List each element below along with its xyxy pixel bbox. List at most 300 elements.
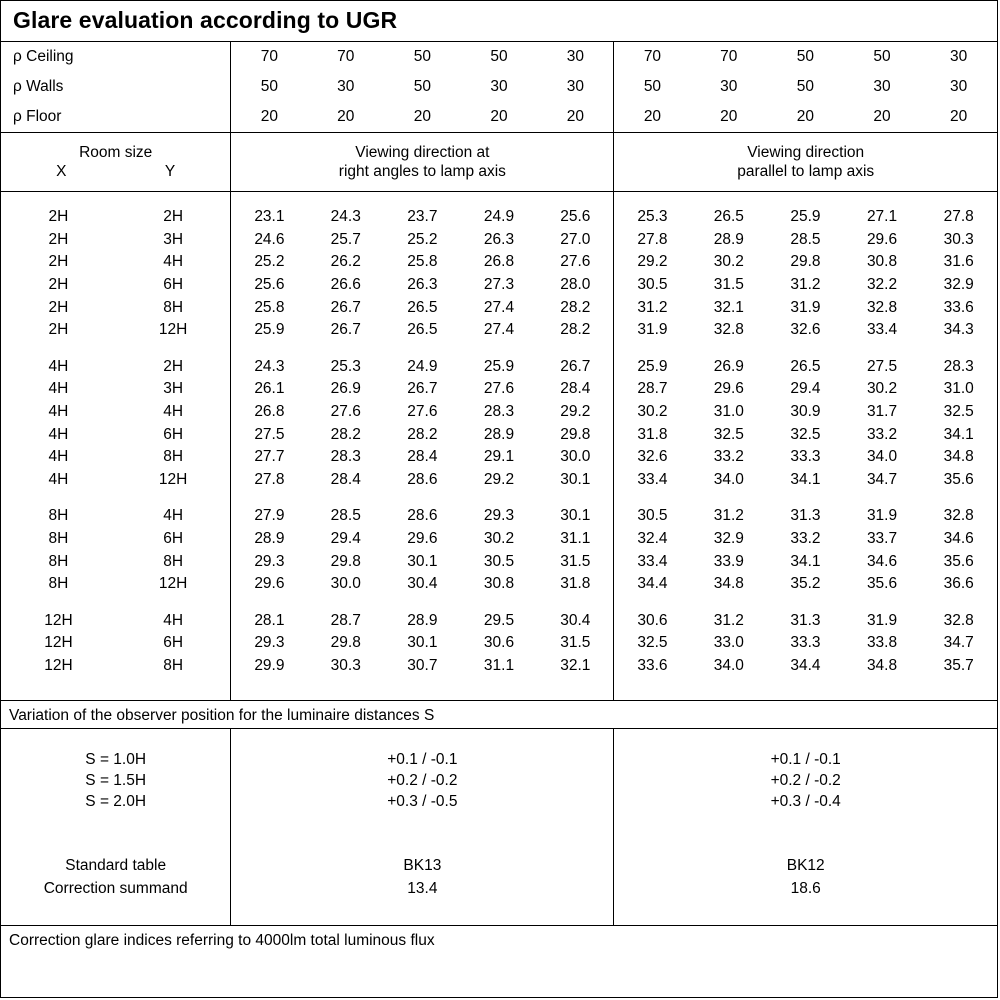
- ugr-value: 31.2: [790, 276, 821, 294]
- ugr-value: 28.9: [407, 611, 438, 629]
- ugr-value: 30.3: [330, 656, 361, 674]
- ugr-value: 30.1: [407, 634, 438, 652]
- room-x: 2H: [48, 276, 69, 294]
- ugr-value: 27.1: [866, 208, 898, 226]
- correction-summand-right: 18.6: [790, 880, 821, 898]
- ugr-value: 26.3: [407, 276, 438, 294]
- ugr-value: 27.9: [254, 507, 285, 525]
- ugr-value: 25.7: [330, 230, 361, 248]
- rho-ceiling-value: 70: [260, 48, 279, 65]
- table-row: [1, 423, 997, 446]
- room-y: 6H: [116, 274, 231, 297]
- rho-floor-value: 20: [720, 108, 738, 125]
- room-x: 8H: [48, 530, 69, 548]
- ugr-value: 28.2: [537, 319, 614, 342]
- ugr-value: 30.6: [637, 611, 668, 629]
- ugr-value: 29.6: [254, 575, 285, 593]
- ugr-value: 31.3: [790, 507, 821, 525]
- ugr-value: 29.8: [537, 423, 614, 446]
- ugr-value: 34.7: [943, 634, 974, 652]
- ugr-value: 31.2: [713, 611, 744, 629]
- ugr-value: 29.2: [483, 470, 515, 488]
- room-x: 2H: [48, 230, 69, 248]
- spacer-row: [1, 677, 997, 700]
- rho-walls-value: 30: [337, 78, 355, 95]
- ugr-value: 31.2: [713, 507, 744, 525]
- ugr-value: 25.6: [537, 206, 614, 229]
- room-x: 4H: [48, 448, 69, 466]
- spacer-row: [1, 901, 997, 913]
- ugr-value: 34.1: [790, 552, 821, 570]
- ugr-value: 25.9: [483, 357, 515, 375]
- room-x: 8H: [48, 507, 69, 525]
- table-row: [1, 655, 997, 678]
- ugr-value: 26.7: [537, 356, 614, 379]
- ugr-value: 31.5: [713, 276, 744, 294]
- room-y: 8H: [116, 296, 231, 319]
- ugr-value: 28.9: [713, 230, 744, 248]
- spacer-row: [1, 596, 997, 610]
- rho-floor-value: 20: [950, 108, 968, 125]
- ugr-value: 32.4: [637, 530, 668, 548]
- ugr-value: 24.6: [254, 230, 285, 248]
- rho-ceiling-value: 30: [950, 48, 968, 65]
- viewing-direction-perpendicular-header: [231, 133, 614, 192]
- ugr-value: 33.2: [790, 530, 821, 548]
- ugr-value: 34.0: [713, 470, 744, 488]
- room-y: 8H: [116, 550, 231, 573]
- ugr-value: 28.3: [483, 403, 515, 421]
- ugr-value: 35.6: [943, 470, 974, 488]
- ugr-value: 33.2: [713, 448, 744, 466]
- ugr-value: 28.4: [407, 448, 438, 466]
- ugr-value: 30.8: [866, 253, 898, 271]
- ugr-value: 25.3: [637, 208, 668, 226]
- ugr-value: 33.6: [943, 298, 974, 316]
- room-x: 4H: [48, 380, 69, 398]
- spacer-row: [1, 342, 997, 356]
- ugr-value: 31.8: [537, 573, 614, 596]
- ugr-value: 26.8: [483, 253, 515, 271]
- ugr-value: 30.5: [637, 276, 668, 294]
- correction-summand-label: Correction summand: [1, 878, 231, 901]
- ugr-value: 31.1: [483, 656, 515, 674]
- ugr-value: 26.7: [330, 321, 361, 339]
- ugr-value: 32.5: [943, 403, 974, 421]
- table-row: [1, 610, 997, 633]
- ugr-value: 27.3: [483, 276, 515, 294]
- rho-floor-value: 20: [413, 108, 431, 125]
- ugr-value: 32.8: [713, 321, 744, 339]
- variation-right-value: +0.3 / -0.4: [770, 793, 841, 811]
- spacer-row: [1, 491, 997, 505]
- room-y: 6H: [116, 528, 231, 551]
- ugr-value: 27.4: [483, 321, 515, 339]
- ugr-value: 32.6: [790, 321, 821, 339]
- ugr-value: 31.1: [537, 528, 614, 551]
- ugr-value: 32.5: [790, 425, 821, 443]
- variation-right-value: +0.1 / -0.1: [770, 751, 841, 769]
- room-y: 4H: [116, 505, 231, 528]
- room-x: 4H: [48, 357, 69, 375]
- footer-note: Correction glare indices referring to 4000lm total luminous flux: [1, 925, 997, 955]
- ugr-value: 28.9: [483, 425, 515, 443]
- viewing-direction-parallel-header: [614, 133, 997, 192]
- ugr-value: 31.9: [866, 611, 898, 629]
- table-row: [1, 855, 997, 878]
- ugr-value: 31.0: [713, 403, 744, 421]
- ugr-value: 28.6: [407, 507, 438, 525]
- y-axis-label: Y: [164, 163, 176, 180]
- rho-ceiling-value: 30: [537, 42, 614, 72]
- ugr-value: 33.3: [790, 634, 821, 652]
- ugr-value: 25.9: [637, 357, 668, 375]
- rho-floor-value: 20: [873, 108, 891, 125]
- room-x: 8H: [48, 575, 69, 593]
- ugr-value: 32.9: [943, 276, 974, 294]
- ugr-value: 24.9: [483, 208, 515, 226]
- rho-walls-value: 30: [950, 78, 968, 95]
- ugr-value: 31.9: [790, 298, 821, 316]
- ugr-value: 29.6: [866, 230, 898, 248]
- rho-walls-value: 50: [260, 78, 279, 95]
- group-right-line1: Viewing direction: [747, 143, 865, 161]
- ugr-value: 30.8: [483, 575, 515, 593]
- spacing-label: S = 2.0H: [1, 792, 231, 813]
- ugr-value: 25.2: [254, 253, 285, 271]
- table-row: [1, 251, 997, 274]
- spacing-label: S = 1.0H: [1, 750, 231, 771]
- rho-ceiling-value: 50: [490, 48, 508, 65]
- ugr-value: 24.3: [254, 357, 285, 375]
- spacer-row: [1, 729, 997, 750]
- rho-ceiling-value: 50: [873, 48, 891, 65]
- variation-table: [1, 729, 997, 855]
- room-y: 3H: [116, 378, 231, 401]
- room-x: 12H: [44, 634, 73, 652]
- table-row: [1, 356, 997, 379]
- table-row: [1, 573, 997, 596]
- ugr-value: 23.7: [407, 208, 438, 226]
- room-x: 2H: [48, 321, 69, 339]
- room-size-label: Room size: [79, 143, 153, 161]
- rho-walls-label: ρ Walls: [1, 72, 231, 102]
- ugr-value: 27.5: [866, 357, 898, 375]
- ugr-value: 30.2: [483, 530, 515, 548]
- rho-floor-value: 20: [490, 108, 508, 125]
- rho-walls-value: 50: [796, 78, 815, 95]
- rho-walls-value: 30: [537, 72, 614, 102]
- ugr-value: 32.8: [943, 611, 974, 629]
- ugr-value: 26.5: [407, 298, 438, 316]
- ugr-value: 25.6: [254, 276, 285, 294]
- rho-ceiling-label: ρ Ceiling: [1, 42, 231, 72]
- variation-left-value: +0.1 / -0.1: [231, 750, 614, 771]
- ugr-value: 24.3: [330, 208, 361, 226]
- room-size-header: [1, 133, 231, 192]
- ugr-value: 35.2: [790, 575, 821, 593]
- room-y: 8H: [116, 655, 231, 678]
- rho-walls-value: 30: [873, 78, 891, 95]
- room-x: 4H: [48, 425, 69, 443]
- ugr-value: 32.8: [866, 298, 898, 316]
- ugr-value: 31.0: [943, 380, 974, 398]
- rho-floor-value: 20: [260, 108, 279, 125]
- column-header-block: [1, 132, 997, 192]
- room-y: 6H: [116, 423, 231, 446]
- room-y: 12H: [116, 319, 231, 342]
- reflectance-table: [1, 42, 997, 132]
- room-x: 2H: [48, 208, 69, 226]
- ugr-value: 27.6: [330, 403, 361, 421]
- ugr-value: 26.5: [713, 208, 744, 226]
- room-y: 8H: [116, 446, 231, 469]
- room-y: 2H: [116, 206, 231, 229]
- standard-table-label: Standard table: [1, 855, 231, 878]
- ugr-value: 29.1: [483, 448, 515, 466]
- ugr-value: 26.7: [330, 298, 361, 316]
- room-x: 4H: [48, 470, 69, 488]
- ugr-value: 34.0: [713, 656, 744, 674]
- ugr-value: 26.9: [713, 357, 744, 375]
- ugr-value: 28.5: [330, 507, 361, 525]
- ugr-value: 29.8: [790, 253, 821, 271]
- variation-right-value: +0.2 / -0.2: [770, 772, 841, 790]
- ugr-value: 32.1: [713, 298, 744, 316]
- ugr-value: 28.2: [407, 425, 438, 443]
- room-x: 2H: [48, 298, 69, 316]
- x-axis-label: X: [56, 163, 67, 180]
- ugr-value: 36.6: [943, 575, 974, 593]
- correction-summand-left: 13.4: [231, 878, 614, 901]
- ugr-value: 26.5: [790, 357, 821, 375]
- ugr-value: 28.7: [637, 380, 668, 398]
- ugr-value: 33.2: [866, 425, 898, 443]
- ugr-value: 30.1: [537, 505, 614, 528]
- ugr-value: 31.9: [637, 321, 668, 339]
- ugr-data-table: [1, 192, 997, 700]
- ugr-value: 31.5: [537, 550, 614, 573]
- table-row: [1, 505, 997, 528]
- ugr-value: 35.6: [943, 552, 974, 570]
- ugr-value: 33.8: [866, 634, 898, 652]
- ugr-value: 32.6: [637, 448, 668, 466]
- ugr-value: 30.1: [407, 552, 438, 570]
- ugr-value: 29.6: [713, 380, 744, 398]
- rho-floor-label: ρ Floor: [1, 102, 231, 132]
- rho-walls-value: 50: [643, 78, 662, 95]
- table-row: [1, 550, 997, 573]
- rho-walls-value: 30: [490, 78, 508, 95]
- table-row: [1, 229, 997, 252]
- ugr-value: 34.4: [637, 575, 668, 593]
- room-y: 3H: [116, 229, 231, 252]
- ugr-value: 23.1: [254, 208, 285, 226]
- ugr-value: 33.7: [866, 530, 898, 548]
- ugr-value: 34.1: [790, 470, 821, 488]
- ugr-value: 34.6: [943, 530, 974, 548]
- ugr-value: 33.3: [790, 448, 821, 466]
- rho-floor-value: 20: [643, 108, 662, 125]
- ugr-value: 26.7: [407, 380, 438, 398]
- ugr-value: 30.6: [483, 634, 515, 652]
- ugr-value: 25.8: [407, 253, 438, 271]
- rho-walls-value: 30: [720, 78, 738, 95]
- ugr-value: 28.7: [330, 611, 361, 629]
- ugr-value: 34.6: [866, 552, 898, 570]
- ugr-value: 26.9: [330, 380, 361, 398]
- ugr-value: 30.0: [330, 575, 361, 593]
- ugr-value: 33.0: [713, 634, 744, 652]
- ugr-value: 33.4: [866, 321, 898, 339]
- ugr-value: 35.7: [943, 656, 974, 674]
- ugr-value: 33.9: [713, 552, 744, 570]
- ugr-value: 31.6: [943, 253, 974, 271]
- spacer-row: [1, 192, 997, 206]
- ugr-value: 28.0: [537, 274, 614, 297]
- room-x: 12H: [44, 611, 73, 629]
- table-row: [1, 750, 997, 771]
- group-left-line1: Viewing direction at: [355, 143, 490, 161]
- ugr-value: 34.4: [790, 656, 821, 674]
- ugr-value: 30.5: [483, 552, 515, 570]
- ugr-value: 29.3: [254, 634, 285, 652]
- ugr-value: 29.5: [483, 611, 515, 629]
- ugr-value: 26.5: [407, 321, 438, 339]
- ugr-value: 31.2: [637, 298, 668, 316]
- standard-table-block: [1, 855, 997, 925]
- table-row: [1, 102, 997, 132]
- ugr-value: 30.2: [713, 253, 744, 271]
- ugr-value: 28.6: [407, 470, 438, 488]
- ugr-value: 30.1: [537, 469, 614, 492]
- ugr-value: 27.5: [254, 425, 285, 443]
- ugr-value: 29.2: [537, 401, 614, 424]
- ugr-value: 25.8: [254, 298, 285, 316]
- ugr-value: 28.3: [943, 357, 974, 375]
- ugr-value: 30.5: [637, 507, 668, 525]
- room-y: 6H: [116, 632, 231, 655]
- ugr-value: 31.5: [537, 632, 614, 655]
- ugr-value: 31.8: [637, 425, 668, 443]
- rho-ceiling-value: 70: [643, 48, 662, 65]
- ugr-value: 29.2: [637, 253, 668, 271]
- ugr-value: 35.6: [866, 575, 898, 593]
- ugr-value: 25.9: [790, 208, 821, 226]
- spacer-row: [1, 913, 997, 925]
- ugr-value: 30.4: [407, 575, 438, 593]
- ugr-value: 26.1: [254, 380, 285, 398]
- variation-left-value: +0.3 / -0.5: [231, 792, 614, 813]
- table-row: [1, 446, 997, 469]
- ugr-value: 34.3: [943, 321, 974, 339]
- ugr-value: 24.9: [407, 357, 438, 375]
- standard-table-right: BK12: [786, 857, 825, 875]
- rho-ceiling-value: 50: [796, 48, 815, 65]
- rho-floor-value: 20: [337, 108, 355, 125]
- ugr-value: 27.8: [943, 208, 974, 226]
- ugr-value: 27.8: [637, 230, 668, 248]
- room-y: 4H: [116, 251, 231, 274]
- ugr-value: 34.8: [866, 656, 898, 674]
- ugr-value: 30.7: [407, 656, 438, 674]
- room-x: 12H: [44, 656, 73, 674]
- ugr-value: 27.6: [407, 403, 438, 421]
- ugr-value: 30.2: [866, 380, 898, 398]
- ugr-value: 30.9: [790, 403, 821, 421]
- ugr-value: 29.4: [790, 380, 821, 398]
- table-row: [1, 528, 997, 551]
- title-row: [1, 1, 997, 42]
- rho-ceiling-value: 70: [720, 48, 738, 65]
- ugr-value: 29.8: [330, 634, 361, 652]
- ugr-value: 34.8: [713, 575, 744, 593]
- ugr-value: 31.7: [866, 403, 898, 421]
- ugr-value: 33.4: [637, 552, 668, 570]
- ugr-value: 33.6: [637, 656, 668, 674]
- table-row: [1, 296, 997, 319]
- ugr-value: 27.6: [537, 251, 614, 274]
- group-left-line2: right angles to lamp axis: [338, 163, 506, 180]
- ugr-value: 28.5: [790, 230, 821, 248]
- rho-walls-value: 50: [413, 78, 431, 95]
- table-row: [1, 469, 997, 492]
- ugr-value: 27.0: [537, 229, 614, 252]
- ugr-value: 32.5: [713, 425, 744, 443]
- ugr-value: 34.8: [943, 448, 974, 466]
- ugr-value: 28.4: [537, 378, 614, 401]
- ugr-value: 34.0: [866, 448, 898, 466]
- table-row: [1, 792, 997, 813]
- ugr-value: 33.4: [637, 470, 668, 488]
- room-y: 12H: [116, 573, 231, 596]
- rho-ceiling-value: 70: [337, 48, 355, 65]
- table-row: [1, 274, 997, 297]
- ugr-value: 29.8: [330, 552, 361, 570]
- spacing-label: S = 1.5H: [1, 771, 231, 792]
- ugr-value: 26.6: [330, 276, 361, 294]
- ugr-value: 26.2: [330, 253, 361, 271]
- ugr-value: 28.1: [254, 611, 285, 629]
- ugr-value: 29.3: [483, 507, 515, 525]
- ugr-value: 32.5: [637, 634, 668, 652]
- page-title: Glare evaluation according to UGR: [13, 7, 398, 33]
- variation-note: Variation of the observer position for the luminaire distances S: [1, 700, 997, 729]
- ugr-value: 28.2: [330, 425, 361, 443]
- table-row: [1, 206, 997, 229]
- room-x: 2H: [48, 253, 69, 271]
- ugr-value: 29.6: [407, 530, 438, 548]
- ugr-value: 28.2: [537, 296, 614, 319]
- room-y: 4H: [116, 610, 231, 633]
- variation-left-value: +0.2 / -0.2: [231, 771, 614, 792]
- ugr-value: 29.4: [330, 530, 361, 548]
- table-row: [1, 42, 997, 72]
- table-row: [1, 378, 997, 401]
- ugr-value: 34.7: [866, 470, 898, 488]
- table-row: [1, 319, 997, 342]
- ugr-value: 31.3: [790, 611, 821, 629]
- ugr-value: 28.3: [330, 448, 361, 466]
- ugr-value: 30.2: [637, 403, 668, 421]
- ugr-value: 28.4: [330, 470, 361, 488]
- ugr-value: 30.0: [537, 446, 614, 469]
- table-row: [1, 771, 997, 792]
- ugr-value: 26.8: [254, 403, 285, 421]
- ugr-value: 29.9: [254, 656, 285, 674]
- ugr-value: 25.9: [254, 321, 285, 339]
- room-y: 2H: [116, 356, 231, 379]
